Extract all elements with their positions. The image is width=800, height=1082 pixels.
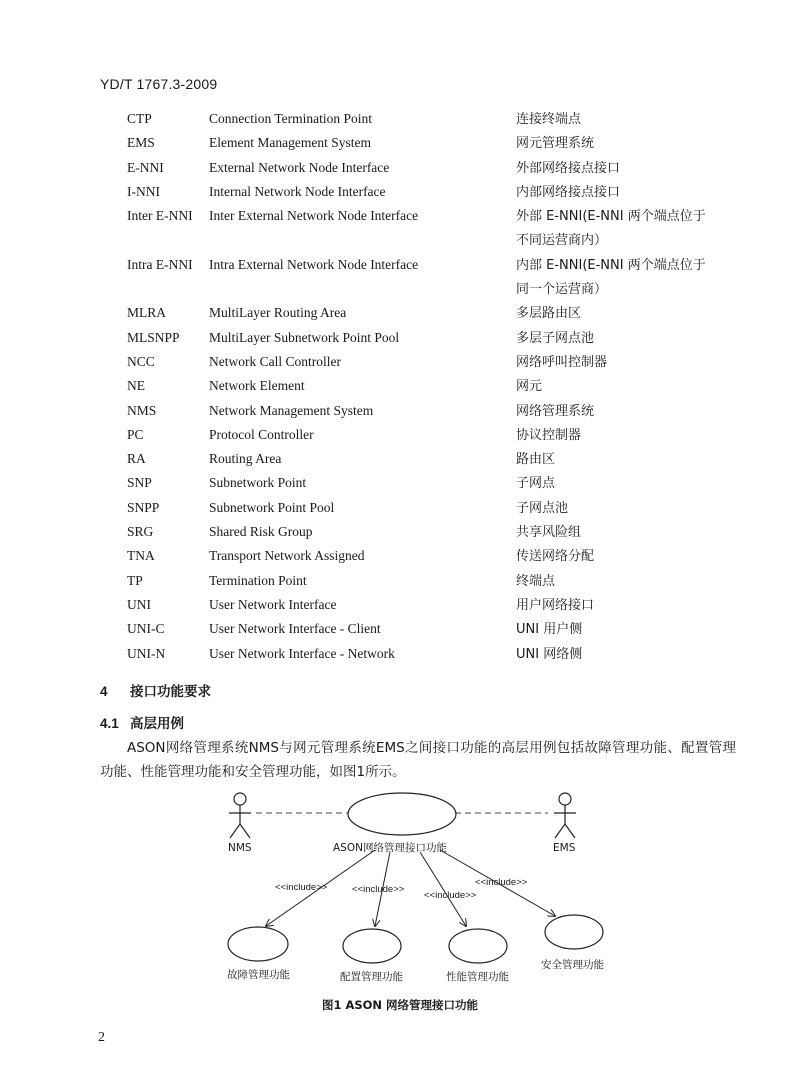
- abbreviation-cell: TNA: [127, 548, 155, 564]
- english-term-cell: Shared Risk Group: [209, 524, 313, 540]
- english-term-cell: User Network Interface: [209, 596, 337, 612]
- main-usecase-ellipse: [348, 793, 456, 835]
- chinese-term-cell: 网元管理系统: [516, 136, 595, 152]
- abbreviation-cell: Inter E-NNI: [127, 208, 193, 224]
- chinese-term-cell: 内部网络接点接口: [516, 184, 621, 200]
- abbreviation-cell: PC: [127, 426, 144, 442]
- abbreviation-cell: NCC: [127, 353, 155, 369]
- table-row: [0, 254, 800, 303]
- table-row: [0, 132, 800, 156]
- english-term-cell: Internal Network Node Interface: [209, 183, 386, 199]
- abbreviation-cell: NE: [127, 378, 145, 394]
- section-number: 4: [100, 684, 108, 699]
- english-term-cell: Subnetwork Point: [209, 475, 307, 491]
- english-term-cell: Connection Termination Point: [209, 111, 373, 126]
- abbreviation-cell: E-NNI: [127, 159, 164, 175]
- security-usecase-label: 安全管理功能: [541, 959, 604, 971]
- config-usecase-ellipse: [343, 929, 401, 963]
- table-row: [0, 570, 800, 594]
- nms-actor-icon: [229, 793, 251, 838]
- include-label: <<include>>: [424, 890, 477, 901]
- abbreviation-cell: MLSNPP: [127, 329, 180, 345]
- chinese-term-cell: 外部网络接点接口: [516, 160, 621, 176]
- table-row: [0, 545, 800, 569]
- english-term-cell: Network Call Controller: [209, 353, 341, 369]
- english-term-cell: User Network Interface - Network: [209, 645, 395, 661]
- table-row: [0, 472, 800, 496]
- table-row: [0, 521, 800, 545]
- page-number: 2: [98, 1030, 105, 1045]
- chinese-term-cell: 网络管理系统: [516, 403, 595, 419]
- section-4-1-heading: [100, 712, 184, 732]
- include-label: <<include>>: [475, 877, 528, 888]
- english-term-cell: Network Management System: [209, 402, 374, 418]
- english-term-cell: Intra External Network Node Interface: [209, 256, 419, 272]
- document-id-header: YD/T 1767.3-2009: [100, 76, 218, 92]
- english-term-cell: MultiLayer Subnetwork Point Pool: [209, 329, 400, 345]
- chinese-term-cell: 用户网络接口: [516, 597, 595, 613]
- abbreviation-cell: NMS: [127, 402, 157, 418]
- english-term-cell: Protocol Controller: [209, 426, 314, 442]
- table-row: [0, 351, 800, 375]
- section-title: 接口功能要求: [130, 684, 211, 700]
- chinese-term-cell: 多层子网点池: [516, 330, 595, 346]
- table-row: [0, 424, 800, 448]
- chinese-term-cell: 路由区: [516, 452, 556, 468]
- fault-usecase-ellipse: [228, 927, 288, 961]
- section-4-heading: [100, 680, 211, 700]
- abbreviation-cell: SNP: [127, 475, 152, 491]
- include-label: <<include>>: [352, 884, 405, 895]
- table-row: [0, 448, 800, 472]
- english-term-cell: Termination Point: [209, 572, 307, 588]
- abbreviation-cell: SRG: [127, 524, 154, 540]
- perf-usecase-label: 性能管理功能: [446, 971, 509, 983]
- english-term-cell: Routing Area: [209, 451, 282, 467]
- abbreviation-cell: I-NNI: [127, 183, 160, 199]
- english-term-cell: External Network Node Interface: [209, 159, 390, 175]
- ems-actor-icon: [554, 793, 576, 838]
- english-term-cell: MultiLayer Routing Area: [209, 305, 347, 321]
- section-number: 4.1: [100, 716, 119, 731]
- perf-usecase-ellipse: [449, 929, 507, 963]
- section-title: 高层用例: [130, 716, 184, 732]
- ems-actor-label: EMS: [553, 842, 576, 854]
- fault-usecase-label: 故障管理功能: [227, 969, 290, 981]
- abbreviation-cell: EMS: [127, 135, 155, 151]
- abbreviation-cell: SNPP: [127, 499, 160, 515]
- english-term-cell: Subnetwork Point Pool: [209, 499, 335, 515]
- chinese-term-cell: 子网点池: [516, 500, 569, 516]
- chinese-term-cell: 子网点: [516, 476, 556, 492]
- abbreviation-cell: RA: [127, 451, 146, 467]
- chinese-term-cell: 传送网络分配: [516, 549, 595, 565]
- english-term-cell: Transport Network Assigned: [209, 548, 365, 564]
- chinese-term-cell: 多层路由区: [516, 306, 582, 322]
- abbreviation-cell: UNI: [127, 596, 151, 612]
- abbreviation-cell: UNI-C: [127, 621, 165, 637]
- chinese-term-cell: 协议控制器: [516, 427, 582, 443]
- include-arrow-perf: [420, 852, 466, 926]
- figure-caption: 图1 ASON 网络管理接口功能: [321, 998, 479, 1012]
- abbreviation-table: [0, 108, 800, 667]
- nms-actor-label: NMS: [228, 842, 252, 854]
- chinese-term-cell: 外部 E-NNI(E-NNI 两个端点位于不同运营商内）: [516, 209, 706, 249]
- chinese-term-cell: 共享风险组: [516, 525, 582, 541]
- security-usecase-ellipse: [545, 915, 603, 949]
- english-term-cell: Element Management System: [209, 135, 371, 151]
- english-term-cell: Inter External Network Node Interface: [209, 208, 419, 224]
- table-row: [0, 157, 800, 181]
- include-label: <<include>>: [275, 882, 328, 893]
- table-row: [0, 302, 800, 326]
- table-row: [0, 205, 800, 254]
- table-row: [0, 643, 800, 667]
- body-paragraph: ASON网络管理系统NMS与网元管理系统EMS之间接口功能的高层用例包括故障管理功能、配置管理功能、性能管理功能和安全管理功能，如图1所示。: [100, 740, 736, 780]
- chinese-term-cell: UNI 用户侧: [516, 622, 583, 638]
- chinese-term-cell: 连接终端点: [516, 112, 582, 127]
- english-term-cell: Network Element: [209, 378, 305, 394]
- table-row: [0, 400, 800, 424]
- table-row: [0, 497, 800, 521]
- config-usecase-label: 配置管理功能: [340, 971, 403, 983]
- chinese-term-cell: 网元: [516, 379, 543, 395]
- chinese-term-cell: 网络呼叫控制器: [516, 354, 608, 370]
- chinese-term-cell: UNI 网络侧: [516, 646, 583, 662]
- abbreviation-cell: CTP: [127, 111, 152, 126]
- abbreviation-cell: Intra E-NNI: [127, 256, 193, 272]
- table-row: [0, 108, 800, 132]
- english-term-cell: User Network Interface - Client: [209, 621, 381, 637]
- abbreviation-cell: TP: [127, 572, 143, 588]
- abbreviation-cell: UNI-N: [127, 645, 166, 661]
- abbreviation-cell: MLRA: [127, 305, 167, 321]
- chinese-term-cell: 终端点: [516, 573, 556, 589]
- table-row: [0, 181, 800, 205]
- table-row: [0, 327, 800, 351]
- table-row: [0, 375, 800, 399]
- main-usecase-label: ASON网络管理接口功能: [333, 842, 447, 854]
- chinese-term-cell: 内部 E-NNI(E-NNI 两个端点位于同一个运营商）: [516, 257, 706, 297]
- table-row: [0, 618, 800, 642]
- table-row: [0, 594, 800, 618]
